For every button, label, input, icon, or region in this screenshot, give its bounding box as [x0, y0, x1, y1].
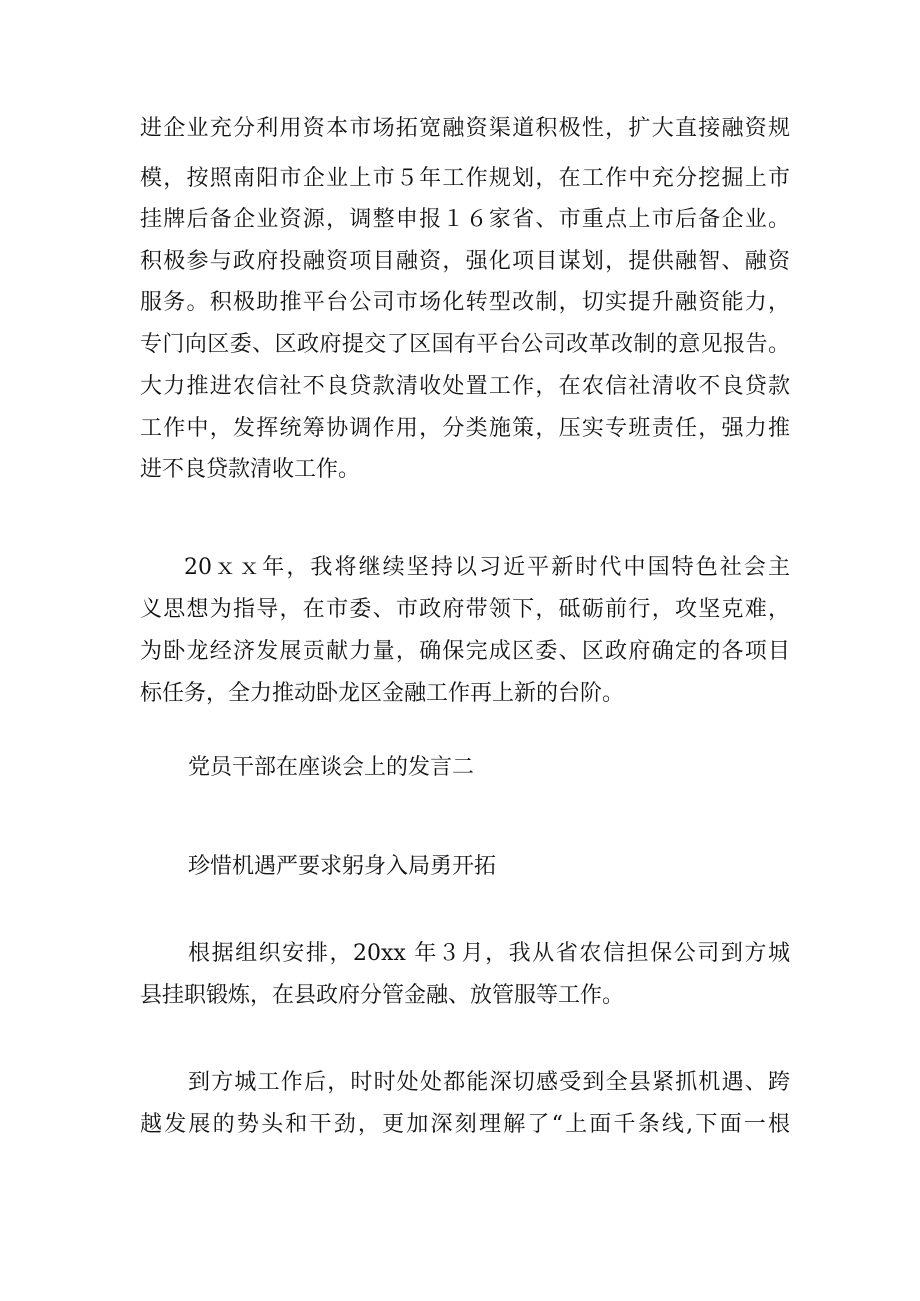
paragraph-2-line-2: 义思想为指导，在市委、市政府带领下，砥砺前行，攻坚克难，	[140, 597, 790, 622]
paragraph-1-line-8: 工作中，发挥统筹协调作用，分类施策，压实专班责任，强力推	[140, 416, 790, 441]
paragraph-2-line-4: 标任务，全力推动卧龙区金融工作再上新的台阶。	[140, 681, 625, 706]
paragraph-1-line-2: 模，按照南阳市企业上市５年工作规划，在工作中充分挖掘上市	[140, 166, 790, 191]
paragraph-4-line-1: 到方城工作后，时时处处都能深切感受到全县紧抓机遇、跨	[188, 1070, 790, 1095]
paragraph-1-line-1: 进企业充分利用资本市场拓宽融资渠道积极性，扩大直接融资规	[140, 116, 790, 141]
paragraph-2-line-3: 为卧龙经济发展贡献力量，确保完成区委、区政府确定的各项目	[140, 639, 790, 664]
paragraph-2-line-1: 20ｘｘ年，我将继续坚持以习近平新时代中国特色社会主	[184, 555, 790, 580]
speech-title: 珍惜机遇严要求躬身入局勇开拓	[188, 854, 497, 879]
paragraph-1-line-6: 专门向区委、区政府提交了区国有平台公司改革改制的意见报告。	[140, 332, 790, 357]
paragraph-1-line-3: 挂牌后备企业资源，调整申报１６家省、市重点上市后备企业。	[140, 207, 790, 232]
paragraph-1-line-5: 服务。积极助推平台公司市场化转型改制，切实提升融资能力，	[140, 290, 790, 315]
paragraph-1-line-7: 大力推进农信社不良贷款清收处置工作，在农信社清收不良贷款	[140, 374, 790, 399]
section-heading: 党员干部在座谈会上的发言二	[188, 755, 475, 780]
paragraph-3-line-1: 根据组织安排，20xx 年３月，我从省农信担保公司到方城	[188, 941, 790, 966]
paragraph-4-line-2: 越发展的势头和干劲，更加深刻理解了“上面千条线,下面一根	[140, 1112, 790, 1137]
paragraph-3-line-2: 县挂职锻炼，在县政府分管金融、放管服等工作。	[140, 983, 625, 1008]
paragraph-1-line-9: 进不良贷款清收工作。	[140, 457, 361, 482]
paragraph-1-line-4: 积极参与政府投融资项目融资，强化项目谋划，提供融智、融资	[140, 249, 790, 274]
